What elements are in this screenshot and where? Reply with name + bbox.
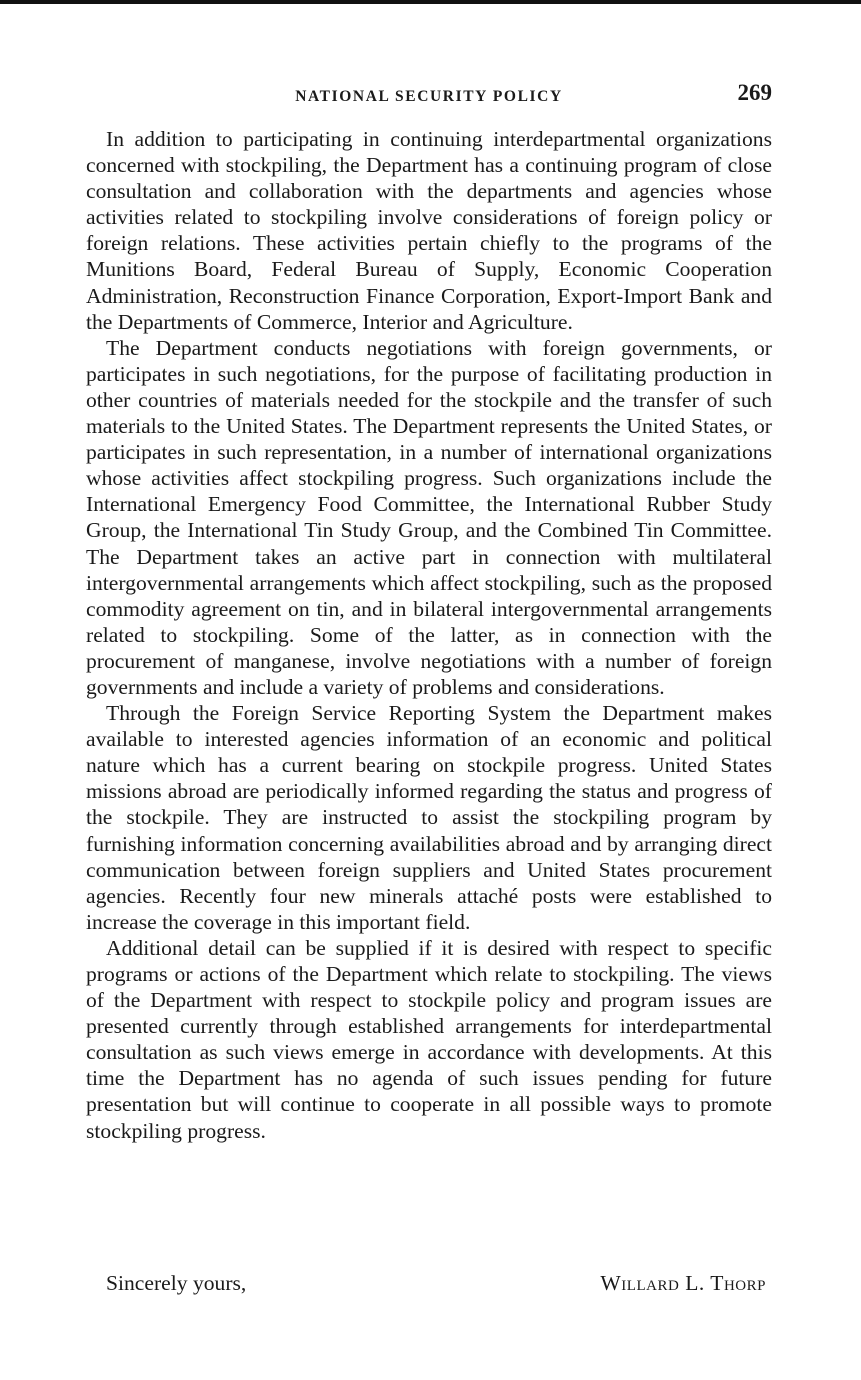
complimentary-close: Sincerely yours, xyxy=(106,1271,247,1295)
page-number: 269 xyxy=(737,80,772,105)
paragraph-additional-detail: Additional detail can be supplied if it is desired with respect to specific programs or actions of the Department which relate to stockpiling. The views of the Department with respect to stockpile policy and program issues are presented currently through established arrangements for interdepartmental consultation as such views emerge in accordance with developments. At this time the Department has no agenda of such issues pending for future presentation but will continue to cooperate in all possible ways to promote stockpiling progress. xyxy=(86,935,772,1143)
paragraph-negotiations: The Department conducts negotiations with foreign governments, or participates in such negotiations, for the purpose of facilitating production in other countries of materials needed for the stockpile and the transfer of such materials to the United States. The Department represents the United States, or participates in such representation, in a number of international organizations whose activities affect stockpiling progress. Such organizations include the International Emergency Food Committee, the International Rubber Study Group, the International Tin Study Group, and the Combined Tin Committee. The Department takes an active part in connection with multilateral intergovernmental arrangements which affect stockpiling, such as the proposed commodity agreement on tin, and in bilateral intergovernmental arrangements related to stockpiling. Some of the latter, as in connection with the procurement of manganese, involve negotiations with a number of foreign governments and include a variety of problems and considerations. xyxy=(86,335,772,699)
running-title: NATIONAL SECURITY POLICY xyxy=(295,88,563,105)
paragraph-consultation: In addition to participating in continuing interdepartmental organizations concerned with stockpiling, the Department has a continuing program of close consultation and collaboration with the departments and agencies whose activities related to stockpiling involve considerations of foreign policy or foreign relations. These activities pertain chiefly to the programs of the Munitions Board, Federal Bureau of Supply, Economic Cooperation Administration, Reconstruction Finance Corporation, Export-Import Bank and the Departments of Commerce, Interior and Agriculture. xyxy=(86,127,772,334)
letter-closing xyxy=(86,1270,766,1300)
top-border-rule xyxy=(0,0,861,4)
paragraph-foreign-service: Through the Foreign Service Reporting System the Department makes available to interested agencies information of an economic and political nature which has a current bearing on stockpile progress. United States missions abroad are periodically informed regarding the status and progress of the stockpile. They are instructed to assist the stockpiling program by furnishing information concerning availabilities abroad and by arranging direct communication between foreign suppliers and United States procurement agencies. Recently four new minerals attaché posts were established to increase the coverage in this important field. xyxy=(86,701,772,934)
signature: Willard L. Thorp xyxy=(600,1271,766,1295)
body-text xyxy=(86,126,772,1144)
running-head xyxy=(86,78,772,114)
